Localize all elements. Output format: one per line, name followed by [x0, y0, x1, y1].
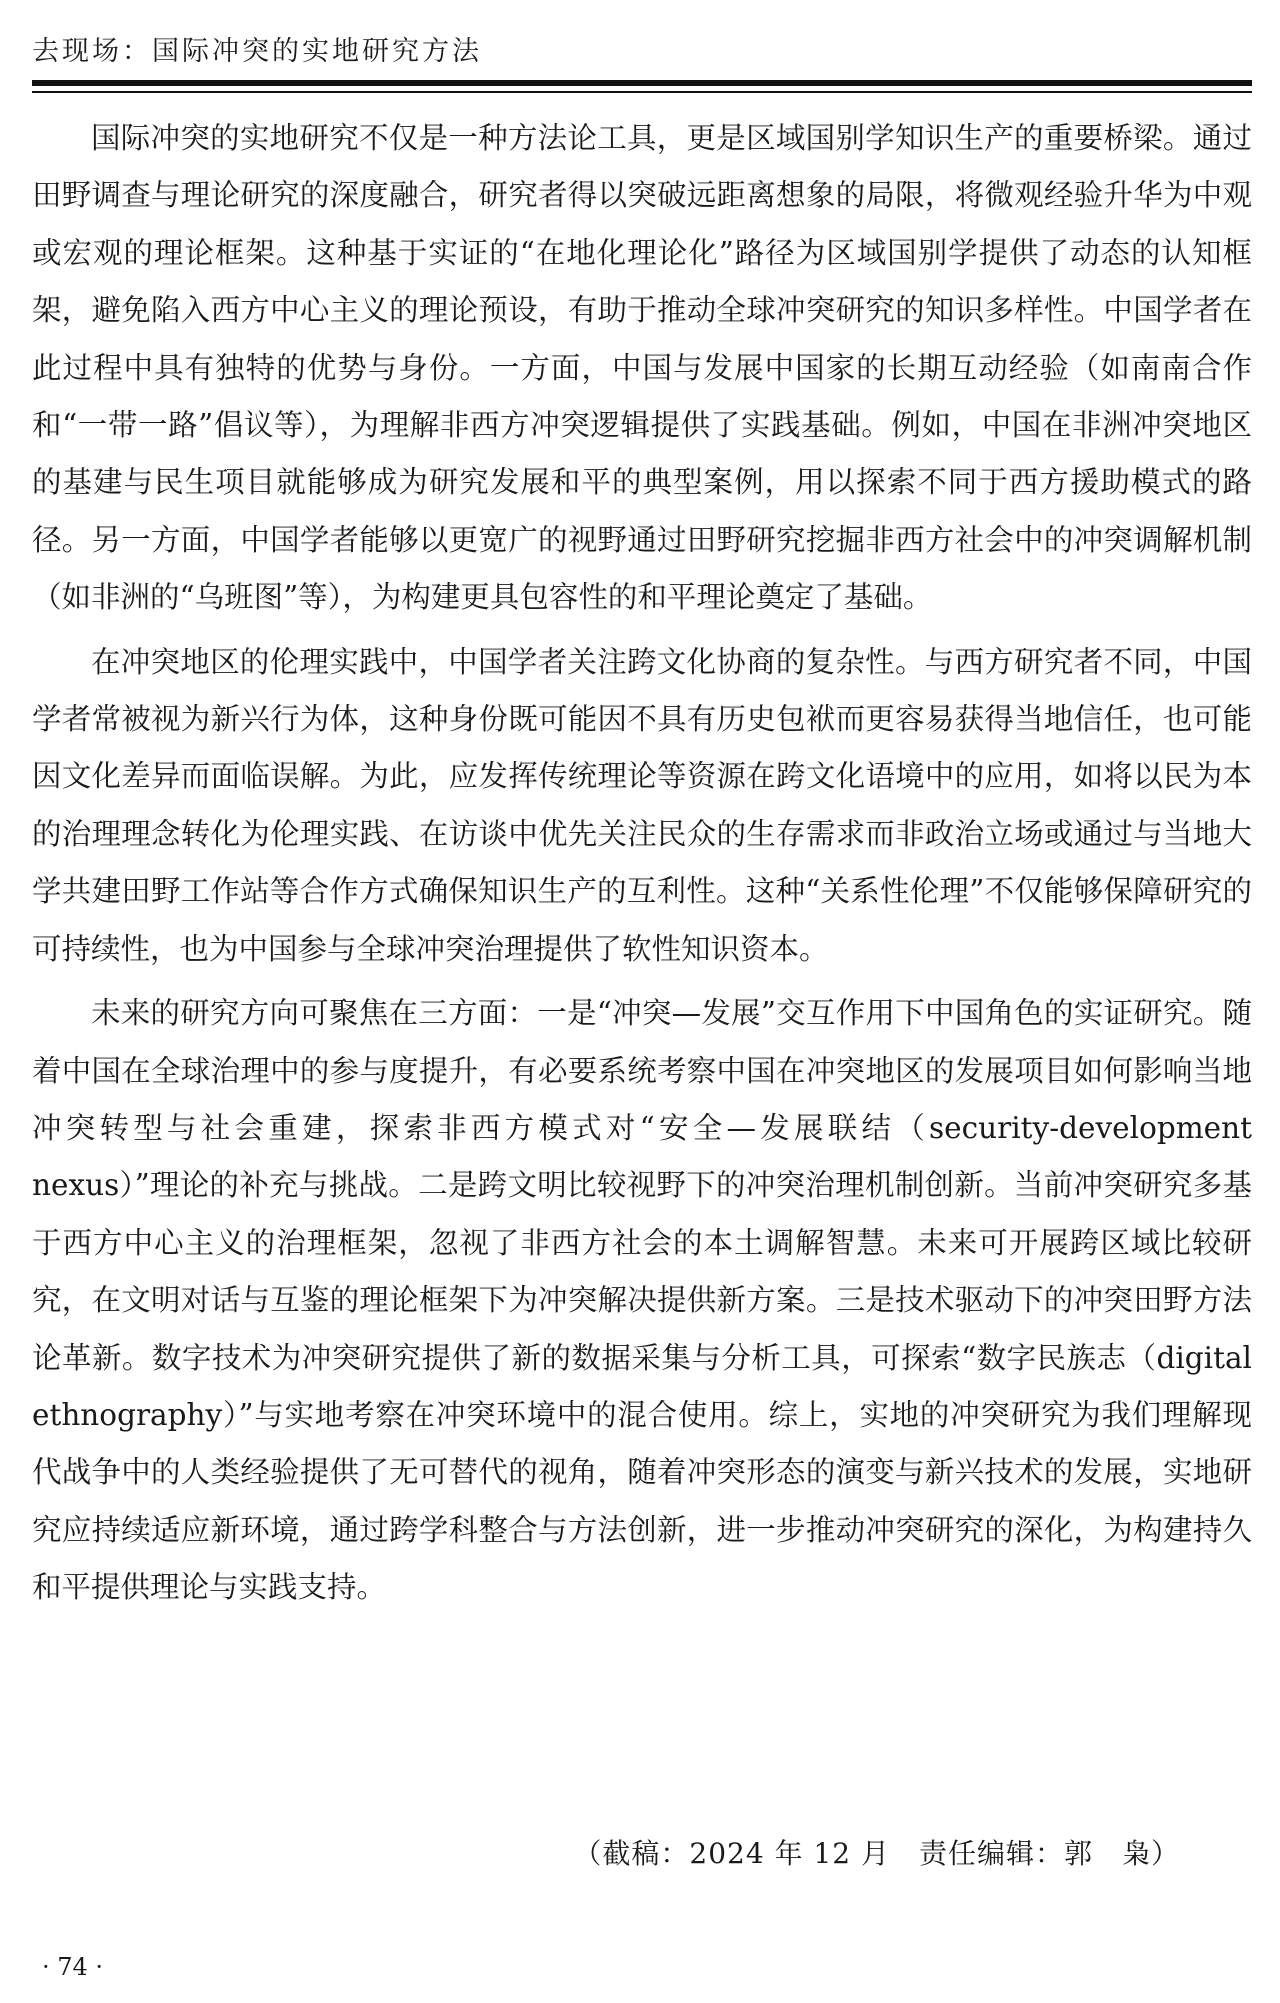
header-rule-thin [32, 91, 1252, 93]
paragraph-1: 国际冲突的实地研究不仅是一种方法论工具，更是区域国别学知识生产的重要桥梁。通过田野调查与理论研究的深度融合，研究者得以突破远距离想象的局限，将微观经验升华为中观或宏观的理论框架。这种基于实证的“在地化理论化”路径为区域国别学提供了动态的认知框架，避免陷入西方中心主义的理论预设，有助于推动全球冲突研究的知识多样性。中国学者在此过程中具有独特的优势与身份。一方面，中国与发展中国家的长期互动经验（如南南合作和“一带一路”倡议等），为理解非西方冲突逻辑提供了实践基础。例如，中国在非洲冲突地区的基建与民生项目就能够成为研究发展和平的典型案例，用以探索不同于西方援助模式的路径。另一方面，中国学者能够以更宽广的视野通过田野研究挖掘非西方社会中的冲突调解机制（如非洲的“乌班图”等），为构建更具包容性的和平理论奠定了基础。 [32, 121, 1252, 615]
running-head: 去现场：国际冲突的实地研究方法 [32, 36, 482, 67]
page-number: · 74 · [42, 1953, 104, 1981]
paragraph-2: 在冲突地区的伦理实践中，中国学者关注跨文化协商的复杂性。与西方研究者不同，中国学者常被视为新兴行为体，这种身份既可能因不具有历史包袱而更容易获得当地信任，也可能因文化差异而面临误解。为此，应发挥传统理论等资源在跨文化语境中的应用，如将以民为本的治理理念转化为伦理实践、在访谈中优先关注民众的生存需求而非政治立场或通过与当地大学共建田野工作站等合作方式确保知识生产的互利性。这种“关系性伦理”不仅能够保障研究的可持续性，也为中国参与全球冲突治理提供了软性知识资本。 [32, 644, 1252, 966]
article-body [32, 110, 1252, 1624]
submission-note: （截稿：2024 年 12 月 责任编辑：郭 枭） [573, 1837, 1180, 1870]
paragraph-3: 未来的研究方向可聚焦在三方面：一是“冲突—发展”交互作用下中国角色的实证研究。随着中国在全球治理中的参与度提升，有必要系统考察中国在冲突地区的发展项目如何影响当地冲突转型与社会重建，探索非西方模式对“安全—发展联结（security-development nexus）”理论的补充与挑战。二是跨文明比较视野下的冲突治理机制创新。当前冲突研究多基于西方中心主义的治理框架，忽视了非西方社会的本土调解智慧。未来可开展跨区域比较研究，在文明对话与互鉴的理论框架下为冲突解决提供新方案。三是技术驱动下的冲突田野方法论革新。数字技术为冲突研究提供了新的数据采集与分析工具，可探索“数字民族志（digital ethnography）”与实地考察在冲突环境中的混合使用。综上，实地的冲突研究为我们理解现代战争中的人类经验提供了无可替代的视角，随着冲突形态的演变与新兴技术的发展，实地研究应持续适应新环境，通过跨学科整合与方法创新，进一步推动冲突研究的深化，为构建持久和平提供理论与实践支持。 [32, 996, 1252, 1605]
header-rule-thick [32, 80, 1252, 86]
